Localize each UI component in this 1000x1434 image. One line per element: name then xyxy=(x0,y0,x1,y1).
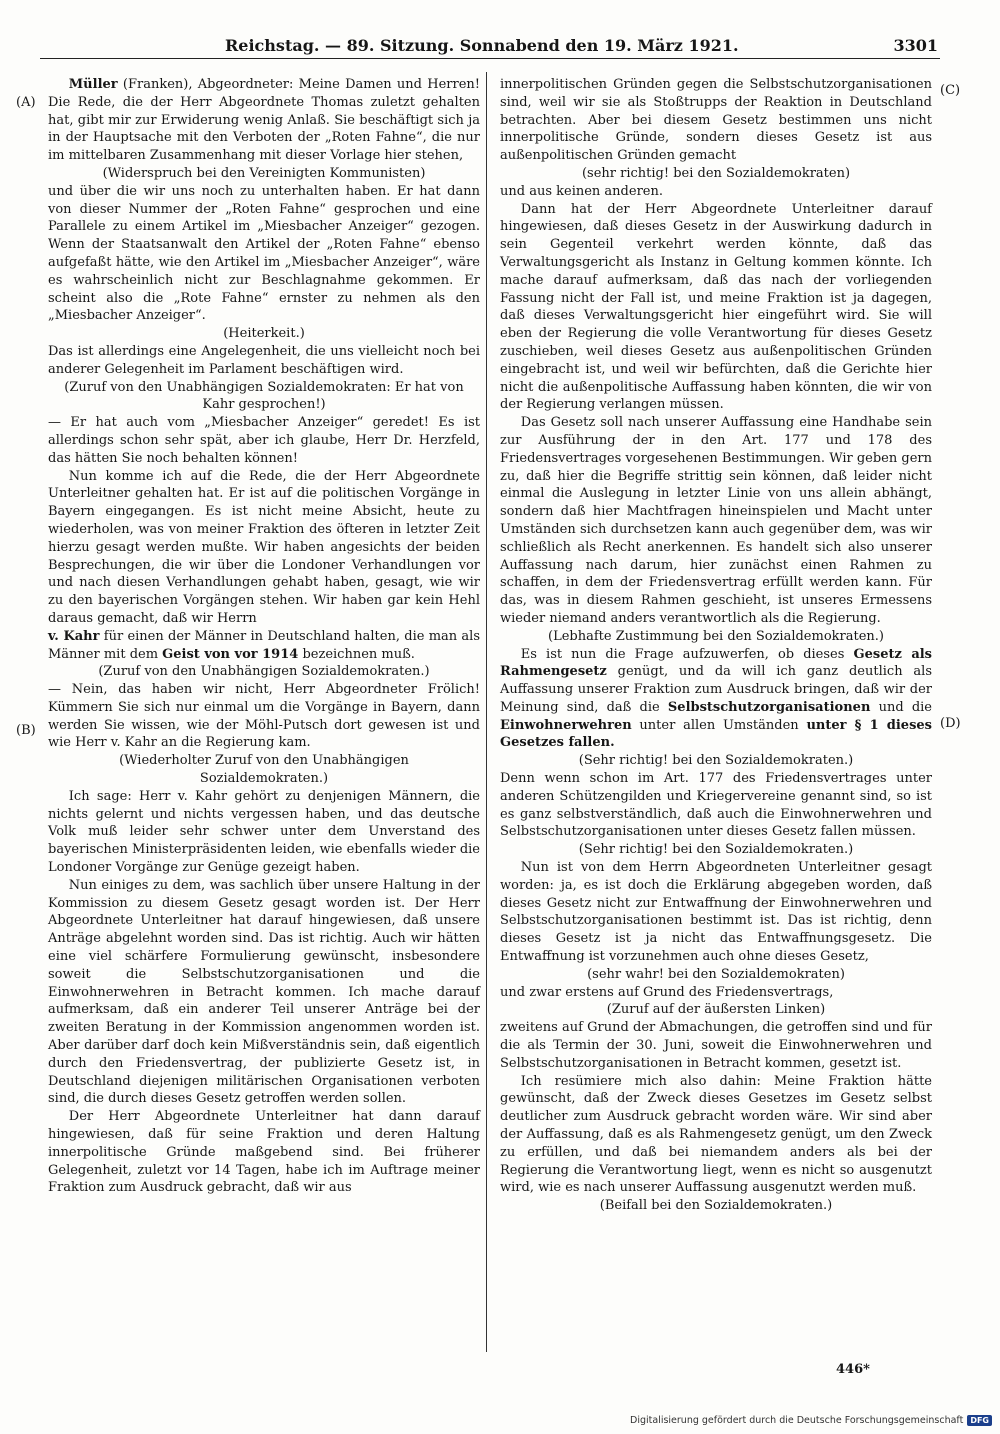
paragraph-continuation: innerpolitischen Gründen gegen die Selbstschutzorganisationen sind, weil wir sie als Stoßtrupps der Reaktion in Deutschland betrachten. Aber bei diesem Gesetz bestimmen uns nicht innerpolitische Gründe, sondern dieses Gesetz ist aus außenpolitischen Gründen gemacht xyxy=(500,77,932,164)
dfg-logo-icon: DFG xyxy=(967,1415,992,1426)
sheet-signature: 446* xyxy=(836,1362,870,1377)
paragraph-continuation xyxy=(48,628,480,664)
paragraph: Ich resümiere mich also dahin: Meine Fraktion hätte gewünscht, daß der Zweck dieses Gesetzes im Gesetz selbst deutlicher zum Ausdruck gebracht worden wäre. Wir sind aber der Auffassung, daß es als Rahmengesetz genügt, um den Zweck zu erfüllen, und daß bei niemandem anders als bei der Regierung die Verantwortung liegt, wenn es nicht so ausgenutzt wird, wie es nach unserer Auffassung ausgenutzt werden muß. xyxy=(500,1073,932,1196)
interjection: (Wiederholter Zuruf von den Unabhängigen Sozialdemokraten.) xyxy=(119,753,409,787)
paragraph: Das Gesetz soll nach unserer Auffassung eine Handhabe sein zur Ausführung der in den Art. 177 und 178 des Friedensvertrages vorgesehenen Bestimmungen. Wir geben gern zu, daß hier die Begriffe strittig sein können, daß leider nicht einmal die Auslegung in letzter Linie von uns allein abhängt, sondern daß hier Machtfragen hineinspielen und Macht unter Umständen sich durchsetzen kann auch gegenüber dem, was wir schließlich als Recht anerkennen. Es handelt sich also unserer Auffassung nach darum, hier zunächst einen Rahmen zu schaffen, in dem der Friedensvertrag erfüllt werden kann. Für das, was in diesem Rahmen geschieht, ist unseres Ermessens wieder niemand anders verantwortlich als die Regierung. xyxy=(500,415,932,626)
interjection: (Widerspruch bei den Vereinigten Kommunisten) xyxy=(102,165,426,181)
interjection: (Heiterkeit.) xyxy=(223,326,305,342)
margin-marker-d: (D) xyxy=(940,716,961,731)
margin-marker-b: (B) xyxy=(16,723,36,738)
paragraph-continuation: und zwar erstens auf Grund des Friedensvertrags, xyxy=(500,984,834,1000)
margin-marker-a: (A) xyxy=(16,95,36,110)
interjection: (Zuruf von den Unabhängigen Sozialdemokraten: Er hat von Kahr gesprochen!) xyxy=(64,379,464,413)
page-header xyxy=(40,36,940,60)
text-run: bezeichnen muß. xyxy=(298,646,415,662)
interjection: (Sehr richtig! bei den Sozialdemokraten.) xyxy=(578,842,854,858)
text-run: genügt, und da will ich ganz deutlich als Auffassung unserer Fraktion zum Ausdruck bringen, daß wir der Meinung sind, daß die xyxy=(500,664,932,715)
left-text-column xyxy=(48,76,480,1197)
interjection: (Beifall bei den Sozialdemokraten.) xyxy=(599,1198,833,1214)
paragraph: Der Herr Abgeordnete Unterleitner hat dann darauf hingewiesen, daß für seine Fraktion und deren Haltung innerpolitische Gründe maßgebend sind. Bei früherer Gelegenheit, zuletzt vor 14 Tagen, habe ich im Auftrage meiner Fraktion zum Ausdruck gebracht, daß wir aus xyxy=(48,1109,480,1196)
interjection: (Lebhafte Zustimmung bei den Sozialdemokraten.) xyxy=(548,628,884,644)
text-run: unter allen Umständen xyxy=(631,717,807,733)
paragraph-continuation: und aus keinen anderen. xyxy=(500,183,663,199)
paragraph-continuation: Denn wenn schon im Art. 177 des Friedensvertrages unter anderen Schützengilden und Kriegervereine genannt sind, so ist es ganz selbstverständlich, daß auch die Einwohnerwehren und Selbstschutzorganisationen unter dieses Gesetz fallen müssen. xyxy=(500,771,932,840)
paragraph-continuation: zweitens auf Grund der Abmachungen, die getroffen sind und für die als Termin der 30. Juni, soweit die Einwohnerwehren und Selbstschutzorganisationen in Betracht kommen, gesetzt ist. xyxy=(500,1020,932,1071)
paragraph: Nun komme ich auf die Rede, die der Herr Abgeordnete Unterleitner gehalten hat. Er ist auf die politischen Vorgänge in Bayern eingegangen. Es ist nicht meine Absicht, heute zu wiederholen, was von meiner Fraktion des öfteren in letzter Zeit hierzu gesagt werden mußte. Wir haben angesichts der beiden Besprechungen, die wir über die Londoner Verhandlungen vor und nach diesen Verhandlungen gehabt haben, gesagt, wie wir zu den bayerischen Vorgängen stehen. Wir haben gar kein Hehl daraus gemacht, daß wir Herrn xyxy=(48,468,480,626)
column-divider xyxy=(486,72,487,1352)
paragraph: Nun ist von dem Herrn Abgeordneten Unterleitner gesagt worden: ja, es ist doch die Erklärung abgegeben worden, daß dieses Gesetz nicht zur Entwaffnung der Einwohnerwehren und Selbstschutzorganisationen bestimmt ist. Das ist richtig, denn dieses Gesetz ist ja nicht das Entwaffnungsgesetz. Die Entwaffnung ist vorzunehmen auch ohne dieses Gesetz, xyxy=(500,860,932,965)
emphasis: unter § 1 dieses Gesetzes fallen. xyxy=(500,717,932,751)
paragraph-continuation: und über die wir uns noch zu unterhalten haben. Er hat dann von dieser Nummer der „Roten Fahne“ gesprochen und eine Parallele zu einem Artikel im „Miesbacher Anzeiger“ gezogen. Wenn der Staatsanwalt den Artikel der „Roten Fahne“ ebenso aufgefaßt hätte, wie den Artikel im „Miesbacher Anzeiger“, wäre es wahrscheinlich nicht zur Beschlagnahme gekommen. Er scheint also die „Rote Fahne“ ernster zu nehmen als den „Miesbacher Anzeiger“. xyxy=(48,183,480,324)
paragraph: Nun einiges zu dem, was sachlich über unsere Haltung in der Kommission zu diesem Gesetz gesagt worden ist. Der Herr Abgeordnete Unterleitner hat darauf hingewiesen, daß unsere Anträge abgelehnt worden sind. Das ist richtig. Auch wir hätten eine viel schärfere Formulierung gewünscht, insbesondere soweit die Selbstschutzorganisationen und die Einwohnerwehren in Betracht kommen. Ich mache darauf aufmerksam, daß ein anderer Teil unserer Anträge bei der zweiten Beratung in der Kommission angenommen worden ist. Aber darüber darf doch kein Mißverständnis sein, daß eigentlich durch den Friedensvertrag, der publizierte Gesetz ist, in Deutschland diejenigen militärischen Organisationen verboten sind, die durch dieses Gesetz getroffen werden sollen. xyxy=(48,877,480,1107)
paragraph-continuation: — Nein, das haben wir nicht, Herr Abgeordneter Frölich! Kümmern Sie sich nur einmal um die Vorgänge in Bayern, dann werden Sie wissen, wie der Möhl-Putsch dort gewesen ist und wie Herr v. Kahr an die Regierung kam. xyxy=(48,682,480,751)
speaker-paragraph xyxy=(48,76,480,165)
interjection: (sehr wahr! bei den Sozialdemokraten) xyxy=(587,966,845,982)
right-text-column xyxy=(500,76,932,1215)
footer-credit xyxy=(630,1415,992,1426)
interjection: (Sehr richtig! bei den Sozialdemokraten.) xyxy=(578,753,854,769)
paragraph: Dann hat der Herr Abgeordnete Unterleitner darauf hingewiesen, daß dieses Gesetz in der Auswirkung dadurch in sein Gegenteil verkehrt werden könnte, daß das Verwaltungsgericht als Instanz in Geltung kommen könnte. Ich mache darauf aufmerksam, daß das nach der vorliegenden Fassung nicht der Fall ist, und meine Fraktion ist ja dagegen, daß dieses Verwaltungsgericht hier eingeführt wird. Sie will eben der Regierung die volle Verantwortung für dieses Gesetz zuschieben, weil dieses Gesetz aus außenpolitischen Gründen eingebracht ist, und weil wir befürchten, daß die Gerichte hier nicht die außenpolitische Auffassung haben könnten, die wir von der Regierung verlangen müssen. xyxy=(500,201,932,413)
emphasis: Gesetz als Rahmengesetz xyxy=(500,646,933,680)
emphasis: Selbstschutzorganisationen xyxy=(667,699,871,715)
margin-marker-c: (C) xyxy=(940,83,961,98)
emphasis: v. Kahr xyxy=(48,628,100,644)
interjection: (Zuruf auf der äußersten Linken) xyxy=(606,1002,826,1018)
footer-credit-text: Digitalisierung gefördert durch die Deutsche Forschungsgemeinschaft xyxy=(630,1415,964,1426)
emphasis: Einwohnerwehren xyxy=(500,717,632,733)
paragraph-continuation: — Er hat auch vom „Miesbacher Anzeiger“ geredet! Es ist allerdings schon sehr spät, aber ich glaube, Herr Dr. Herzfeld, das hätten Sie noch behalten können! xyxy=(48,415,480,466)
interjection: (sehr richtig! bei den Sozialdemokraten) xyxy=(581,165,851,181)
text-run: für einen der Männer in Deutschland halten, die man als Männer mit dem xyxy=(48,628,481,662)
text-run: Es ist nun die Frage aufzuwerfen, ob dieses xyxy=(520,646,854,662)
paragraph xyxy=(500,646,932,753)
speaker-name: Müller xyxy=(68,77,118,92)
header-rule xyxy=(40,58,940,59)
emphasis: Geist von vor 1914 xyxy=(162,646,299,662)
paragraph: Ich sage: Herr v. Kahr gehört zu denjenigen Männern, die nichts gelernt und nichts vergessen haben, und das deutsche Volk muß leider sehr schwer unter dem Unverstand des bayerischen Ministerpräsidenten leiden, wie ebenfalls wieder die Londoner Vorgänge zur Genüge gezeigt haben. xyxy=(48,788,480,876)
interjection: (Zuruf von den Unabhängigen Sozialdemokraten.) xyxy=(98,664,430,680)
paragraph-continuation: Das ist allerdings eine Angelegenheit, die uns vielleicht noch bei anderer Gelegenheit im Parlament beschäftigen wird. xyxy=(48,343,480,377)
page-number: 3301 xyxy=(893,36,938,55)
speech-text: (Franken), Abgeordneter: Meine Damen und Herren! Die Rede, die der Herr Abgeordnete Thomas zuletzt gehalten hat, gibt mir zur Erwiderung wenig Anlaß. Sie beschäftigt sich ja in der Hauptsache mit den Verboten der „Roten Fahne“, die nur im mittelbaren Zusammenhang mit dieser Vorlage hier stehen, xyxy=(48,77,480,164)
text-run: und die xyxy=(870,699,932,715)
running-title: Reichstag. — 89. Sitzung. Sonnabend den 19. März 1921. xyxy=(225,36,739,55)
